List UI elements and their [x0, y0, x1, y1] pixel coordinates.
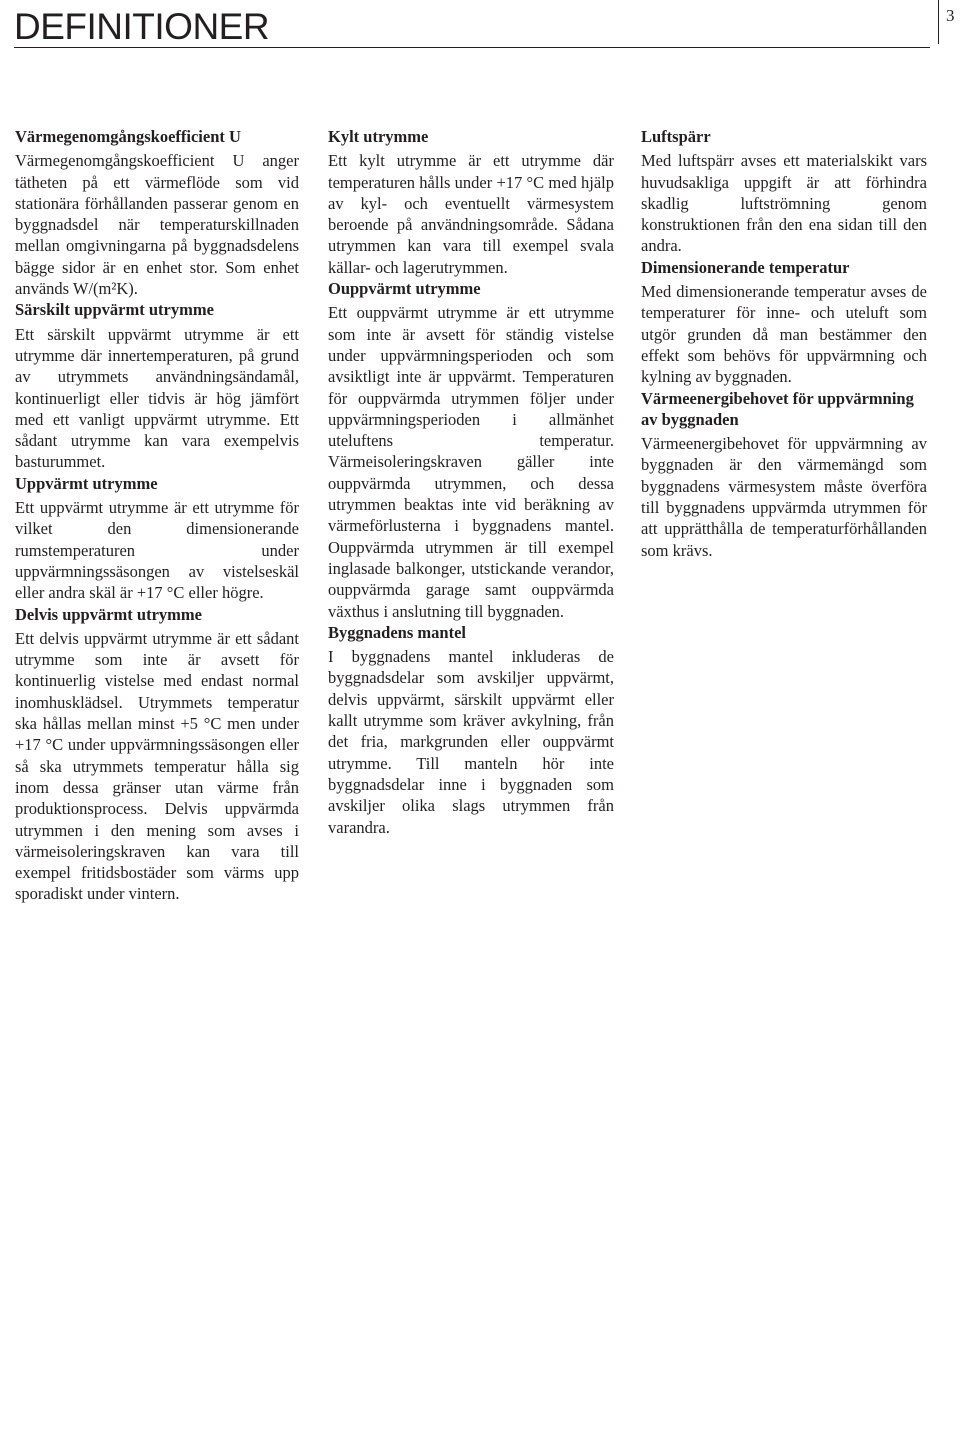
section-heading: Luftspärr — [641, 127, 711, 146]
section-heading: Delvis uppvärmt utrymme — [15, 604, 202, 624]
section-body: Med luftspärr avses ett materialskikt vars huvudsakliga uppgift är att förhindra skadlig luftströmning genom konstruktionen från den ena sidan till den andra. — [641, 151, 927, 256]
definition-section — [641, 126, 927, 257]
section-heading: Ouppvärmt utrymme — [328, 279, 481, 299]
section-body: Med dimensionerande temperatur avses de temperaturer för inne- och uteluft som utgör grunden då man bestämmer den effekt som behövs för uppvärmning och kylning av byggnaden. — [641, 282, 927, 387]
definition-section — [15, 604, 299, 905]
definition-section — [328, 126, 614, 278]
header-rule — [14, 47, 930, 48]
page-number-divider — [938, 0, 939, 44]
section-body: Ett uppvärmt utrymme är ett utrymme för vilket den dimensionerande rumstemperaturen under uppvärmningssäsongen av vistelseskäl eller andra skäl är +17 °C eller högre. — [15, 498, 299, 603]
page-number: 3 — [946, 6, 955, 25]
section-heading: Byggnadens mantel — [328, 622, 466, 642]
column-3 — [641, 126, 927, 561]
section-heading: Kylt utrymme — [328, 127, 429, 146]
definition-section — [641, 257, 927, 388]
section-heading: Dimensionerande temperatur — [641, 257, 850, 277]
section-body: I byggnadens mantel inkluderas de byggnadsdelar som avskiljer uppvärmt, delvis uppvärmt, särskilt uppvärmt eller kallt utrymme som kräver avkylning, från det fria, markgrunden eller ouppvärmt utrymme. Till manteln hör inte byggnadsdelar inne i byggnaden som avskiljer olika slags utrymmen från varandra. — [328, 647, 614, 837]
definition-section — [15, 299, 299, 472]
definition-section — [641, 388, 927, 561]
definition-section — [15, 473, 299, 604]
section-heading: Uppvärmt utrymme — [15, 473, 158, 493]
definition-section — [328, 622, 614, 838]
section-body: Ett ouppvärmt utrymme är ett utrymme som inte är avsett för ständig vistelse under uppvärmningsperioden och som avsiktligt inte är uppvärmt. Temperaturen för ouppvärmda utrymmen följer under uppvärmningsperioden i allmänhet uteluftens temperatur. Värmeisoleringskraven gäller inte ouppvärmda utrymmen, och dessa utrymmen beaktas inte vid beräkning av värmeförlusterna i byggnadens mantel. Ouppvärmda utrymmen är till exempel inglasade balkonger, utstickande verandor, ouppvärmda garage samt ouppvärmda växthus i anslutning till byggnaden. — [328, 303, 614, 621]
column-1 — [15, 126, 299, 905]
definition-section — [328, 278, 614, 622]
section-heading: Särskilt uppvärmt utrymme — [15, 300, 214, 320]
definition-section — [15, 126, 299, 299]
section-body: Ett delvis uppvärmt utrymme är ett sådant utrymme som inte är avsett för kontinuerlig vistelse med endast normal inomhusklädsel. Utrymmets temperatur ska hållas mellan minst +5 °C men under +17 °C under uppvärmningssäsongen eller så ska utrymmets temperatur hålla sig inom dessa gränser utan värme från produktionsprocess. Delvis uppvärmda utrymmen i den mening som avses i värmeisoleringskraven kan vara till exempel fritidsbostäder som värms upp sporadiskt under vintern. — [15, 628, 299, 904]
section-heading: Värmegenomgångskoefficient U — [15, 127, 241, 146]
section-body: Värmegenomgångskoefficient U anger tätheten på ett värmeflöde som vid stationära förhållanden passerar genom en byggnadsdel när temperaturskillnaden mellan omgivningarna på byggnadsdelens bägge sidor är en enhet stor. Som enhet används W/(m²K). — [15, 151, 299, 299]
section-body: Ett kylt utrymme är ett utrymme där temperaturen hålls under +17 °C med hjälp av kyl- och eventuellt värmesystem beroende på användningsområde. Sådana utrymmen kan vara till exempel svala källar- och lagerutrymmen. — [328, 151, 614, 277]
section-body: Ett särskilt uppvärmt utrymme är ett utrymme där innertemperaturen, på grund av utrymmets användningsändamål, kontinuerligt eller tidvis är hög jämfört med ett vanligt uppvärmt utrymme. Ett sådant utrymme kan vara exempelvis basturummet. — [15, 324, 299, 472]
section-body: Värmeenergibehovet för uppvärmning av byggnaden är den värmemängd som byggnadens värmesystem måste överföra till byggnadens uppvärmda utrymmen för att upprätthålla de temperaturförhållanden som krävs. — [641, 434, 927, 560]
column-2 — [328, 126, 614, 838]
page-title: DEFINITIONER — [14, 6, 270, 47]
section-heading: Värmeenergibehovet för uppvärmning av byggnaden — [641, 388, 914, 429]
